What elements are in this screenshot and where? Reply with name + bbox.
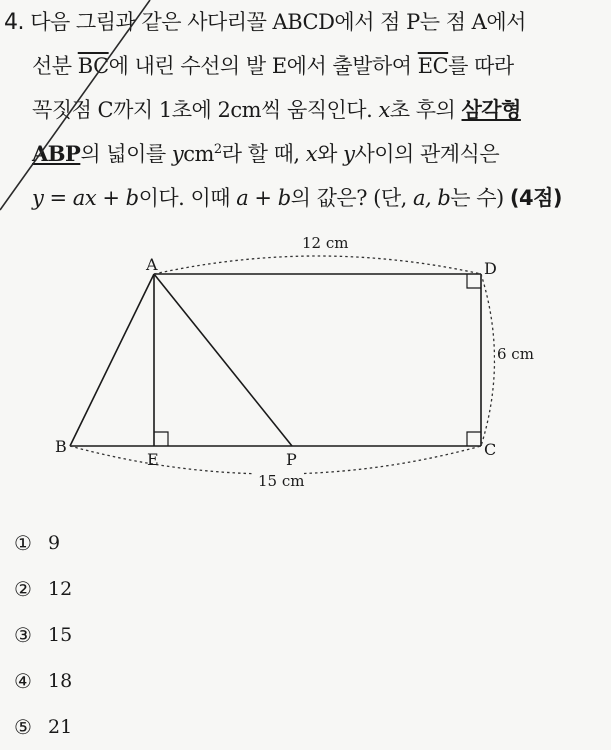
choice-value: 15: [48, 624, 73, 646]
superscript: 2: [213, 142, 222, 157]
text-fragment: 라 할 때,: [221, 142, 306, 166]
choice-value: 12: [48, 578, 73, 600]
vertex-label-d: D: [484, 259, 497, 278]
unit-cm: cm: [183, 142, 214, 166]
point-label-p: P: [286, 450, 297, 469]
dim-arc-bottom: [70, 446, 481, 474]
text-fragment: 의 넓이를: [80, 142, 172, 166]
answer-choices: [14, 520, 72, 750]
vertex-label-c: C: [484, 440, 497, 459]
variable-x: x: [305, 142, 318, 166]
choice-mark: ③: [14, 623, 32, 647]
choice-1[interactable]: [14, 520, 72, 566]
triangle-abp: ABP: [32, 141, 81, 166]
text-fragment: 초 후의: [389, 98, 462, 122]
choice-mark: ⑤: [14, 715, 32, 739]
problem-number: 4.: [4, 10, 24, 35]
points-label: (4점): [509, 186, 562, 210]
choice-2[interactable]: [14, 566, 72, 612]
segment-ec: $\overline{EC}$: [417, 54, 449, 78]
right-length-label: 6 cm: [497, 345, 534, 363]
segment-bc: $\overline{BC}$: [77, 54, 109, 78]
text-fragment: 선분: [32, 54, 78, 78]
segment-ap: [154, 274, 292, 446]
vertex-label-a: A: [146, 255, 158, 274]
problem-line1-text: 다음 그림과 같은 사다리꼴 ABCD에서 점 P는 점 A에서: [30, 10, 526, 34]
text-fragment: 꼭짓점 C까지 1초에 2cm씩 움직인다.: [32, 98, 379, 122]
equation: y = ax + b: [32, 186, 139, 210]
variable-y: y: [343, 142, 355, 166]
right-angle-c: [467, 432, 481, 446]
choice-mark: ④: [14, 669, 32, 693]
right-angle-e: [154, 432, 168, 446]
text-fragment: 를 따라: [448, 54, 514, 78]
choice-value: 21: [48, 716, 73, 738]
bottom-length-label: 15 cm: [258, 472, 305, 490]
text-fragment: 이다. 이때: [138, 186, 237, 210]
underlined-text: 삼각형: [461, 97, 521, 122]
choice-5[interactable]: [14, 704, 72, 750]
expression-a-plus-b: a + b: [236, 186, 291, 210]
choice-value: 18: [48, 670, 73, 692]
choice-3[interactable]: [14, 612, 72, 658]
choice-mark: ②: [14, 577, 32, 601]
side-ab: [70, 274, 154, 446]
vertex-label-b: B: [55, 437, 67, 456]
dim-arc-top: [154, 256, 481, 274]
dim-arc-right: [481, 274, 495, 446]
text-fragment: 에 내린 수선의 발 E에서 출발하여: [108, 54, 418, 78]
choice-value: 9: [48, 532, 61, 554]
variable-x: x: [378, 98, 390, 122]
text-fragment: 의 값은? (단,: [290, 186, 413, 210]
text-fragment: 는 수): [450, 186, 510, 210]
right-angle-d: [467, 274, 481, 288]
pen-mark: [0, 0, 150, 210]
choice-4[interactable]: [14, 658, 72, 704]
choice-mark: ①: [14, 531, 32, 555]
variable-y: y: [171, 142, 184, 166]
point-label-e: E: [147, 450, 159, 469]
top-length-label: 12 cm: [302, 234, 349, 252]
text-fragment: 와: [317, 142, 344, 166]
condition-vars: a, b: [412, 186, 451, 210]
text-fragment: 사이의 관계식은: [354, 142, 500, 166]
